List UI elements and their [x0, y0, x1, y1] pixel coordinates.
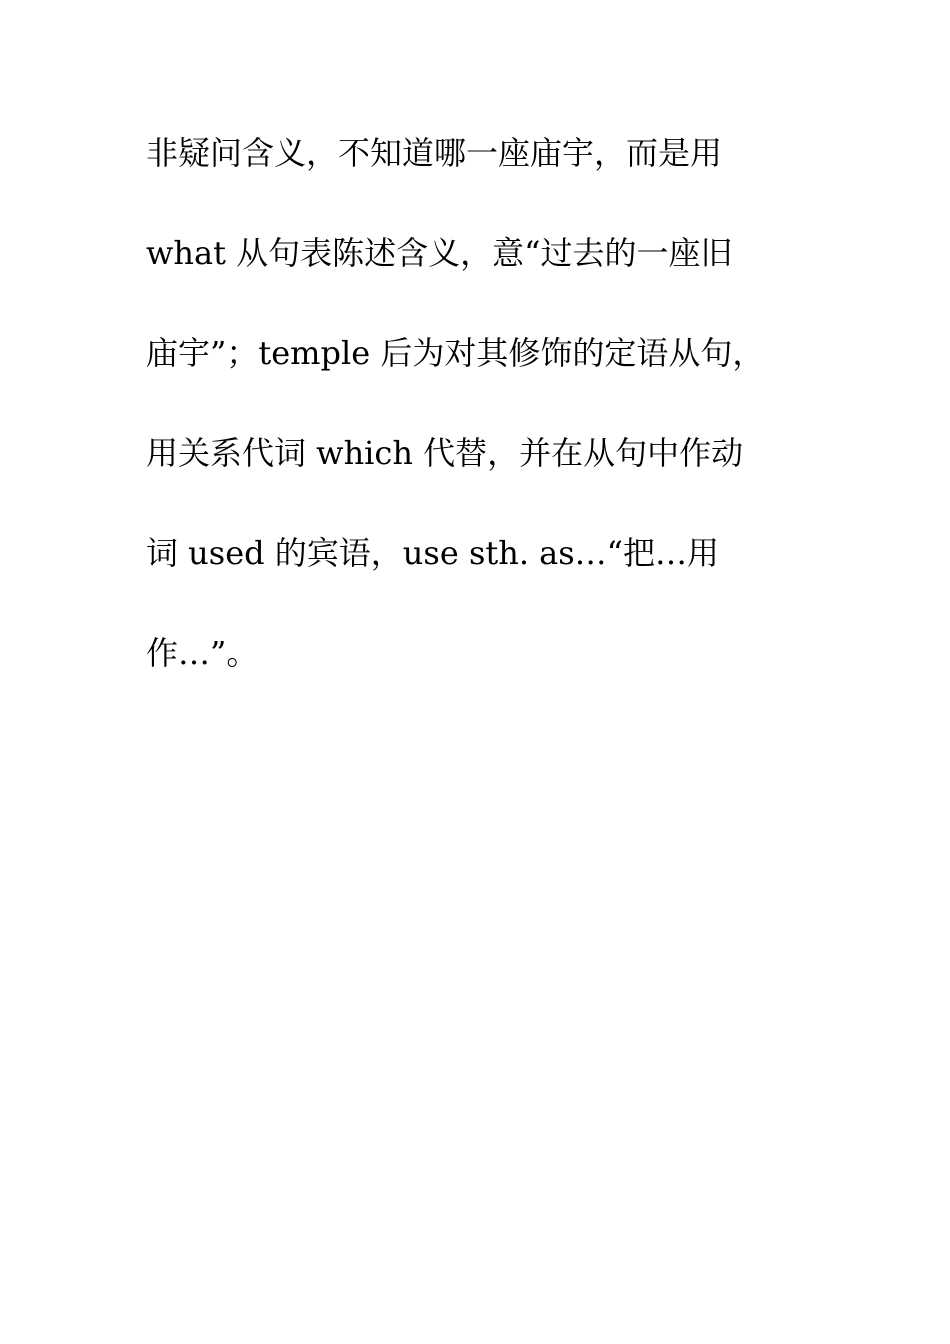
text-line: what 从句表陈述含义，意“过去的一座旧 [146, 234, 733, 272]
text-line: 词 used 的宾语，use sth. as…“把…用 [146, 534, 720, 572]
text-line: 非疑问含义，不知道哪一座庙宇，而是用 [146, 134, 723, 172]
text-line: 用关系代词 which 代替，并在从句中作动 [146, 434, 744, 472]
text-line: 作…”。 [146, 634, 259, 672]
text-line: 庙宇”；temple 后为对其修饰的定语从句， [146, 334, 765, 372]
paragraph [146, 124, 846, 724]
